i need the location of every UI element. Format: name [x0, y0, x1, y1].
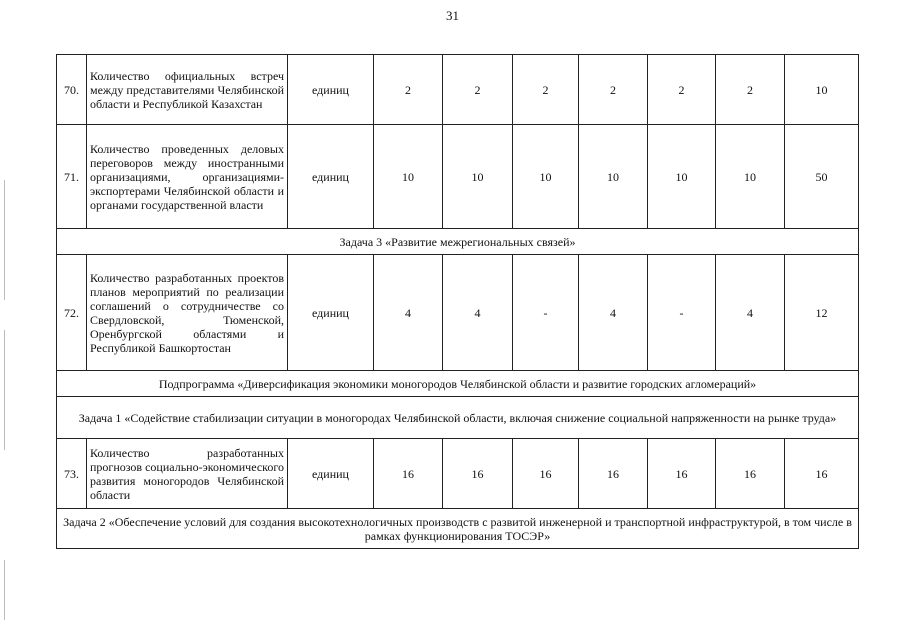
- unit-cell: единиц: [288, 55, 374, 125]
- value-cell: 2: [648, 55, 716, 125]
- section-row: [57, 371, 859, 397]
- value-cell: 10: [513, 125, 579, 229]
- table-row: [57, 439, 859, 509]
- value-cell: 2: [579, 55, 648, 125]
- section-heading: Подпрограмма «Диверсификация экономики моногородов Челябинской области и развитие городских агломераций»: [57, 371, 859, 397]
- value-cell: 16: [443, 439, 513, 509]
- table-row: [57, 55, 859, 125]
- value-cell: 10: [579, 125, 648, 229]
- row-number: 70.: [57, 55, 87, 125]
- value-cell: 16: [513, 439, 579, 509]
- value-cell: 4: [716, 255, 785, 371]
- indicator-name: Количество проведенных деловых переговоров между иностранными организациями, организациями-экспортерами Челябинской области и органами государственной власти: [87, 125, 288, 229]
- table-row: [57, 255, 859, 371]
- section-row: [57, 397, 859, 439]
- indicator-name: Количество разработанных прогнозов социально-экономического развития моногородов Челябинской области: [87, 439, 288, 509]
- value-cell: 2: [374, 55, 443, 125]
- section-heading: Задача 3 «Развитие межрегиональных связей»: [57, 229, 859, 255]
- value-cell: 2: [513, 55, 579, 125]
- value-cell: 10: [374, 125, 443, 229]
- unit-cell: единиц: [288, 125, 374, 229]
- scan-edge-line: [4, 560, 5, 620]
- value-cell: 16: [716, 439, 785, 509]
- value-cell: 10: [785, 55, 859, 125]
- value-cell: 10: [443, 125, 513, 229]
- value-cell: -: [648, 255, 716, 371]
- indicator-name: Количество официальных встреч между представителями Челябинской области и Республикой Казахстан: [87, 55, 288, 125]
- value-cell: 2: [443, 55, 513, 125]
- value-cell: 10: [648, 125, 716, 229]
- value-cell: 16: [785, 439, 859, 509]
- section-row: [57, 229, 859, 255]
- scan-edge-line: [4, 330, 5, 450]
- value-cell: 10: [716, 125, 785, 229]
- value-cell: 16: [374, 439, 443, 509]
- row-number: 72.: [57, 255, 87, 371]
- value-cell: 4: [579, 255, 648, 371]
- indicators-table: [56, 54, 859, 549]
- value-cell: 4: [374, 255, 443, 371]
- value-cell: 12: [785, 255, 859, 371]
- section-heading: Задача 1 «Содействие стабилизации ситуации в моногородах Челябинской области, включая снижение социальной напряженности на рынке труда»: [57, 397, 859, 439]
- scan-edge-line: [4, 180, 5, 300]
- value-cell: -: [513, 255, 579, 371]
- row-number: 71.: [57, 125, 87, 229]
- value-cell: 16: [579, 439, 648, 509]
- value-cell: 16: [648, 439, 716, 509]
- value-cell: 2: [716, 55, 785, 125]
- indicator-name: Количество разработанных проектов планов мероприятий по реализации соглашений о сотрудничестве со Свердловской, Тюменской, Оренбургской областями и Республикой Башкортостан: [87, 255, 288, 371]
- page-number: 31: [446, 8, 459, 23]
- row-number: 73.: [57, 439, 87, 509]
- section-heading: Задача 2 «Обеспечение условий для создания высокотехнологичных производств с развитой инженерной и транспортной инфраструктурой, в том числе в рамках функционирования ТОСЭР»: [57, 509, 859, 549]
- value-cell: 50: [785, 125, 859, 229]
- section-row: [57, 509, 859, 549]
- unit-cell: единиц: [288, 439, 374, 509]
- unit-cell: единиц: [288, 255, 374, 371]
- table-row: [57, 125, 859, 229]
- value-cell: 4: [443, 255, 513, 371]
